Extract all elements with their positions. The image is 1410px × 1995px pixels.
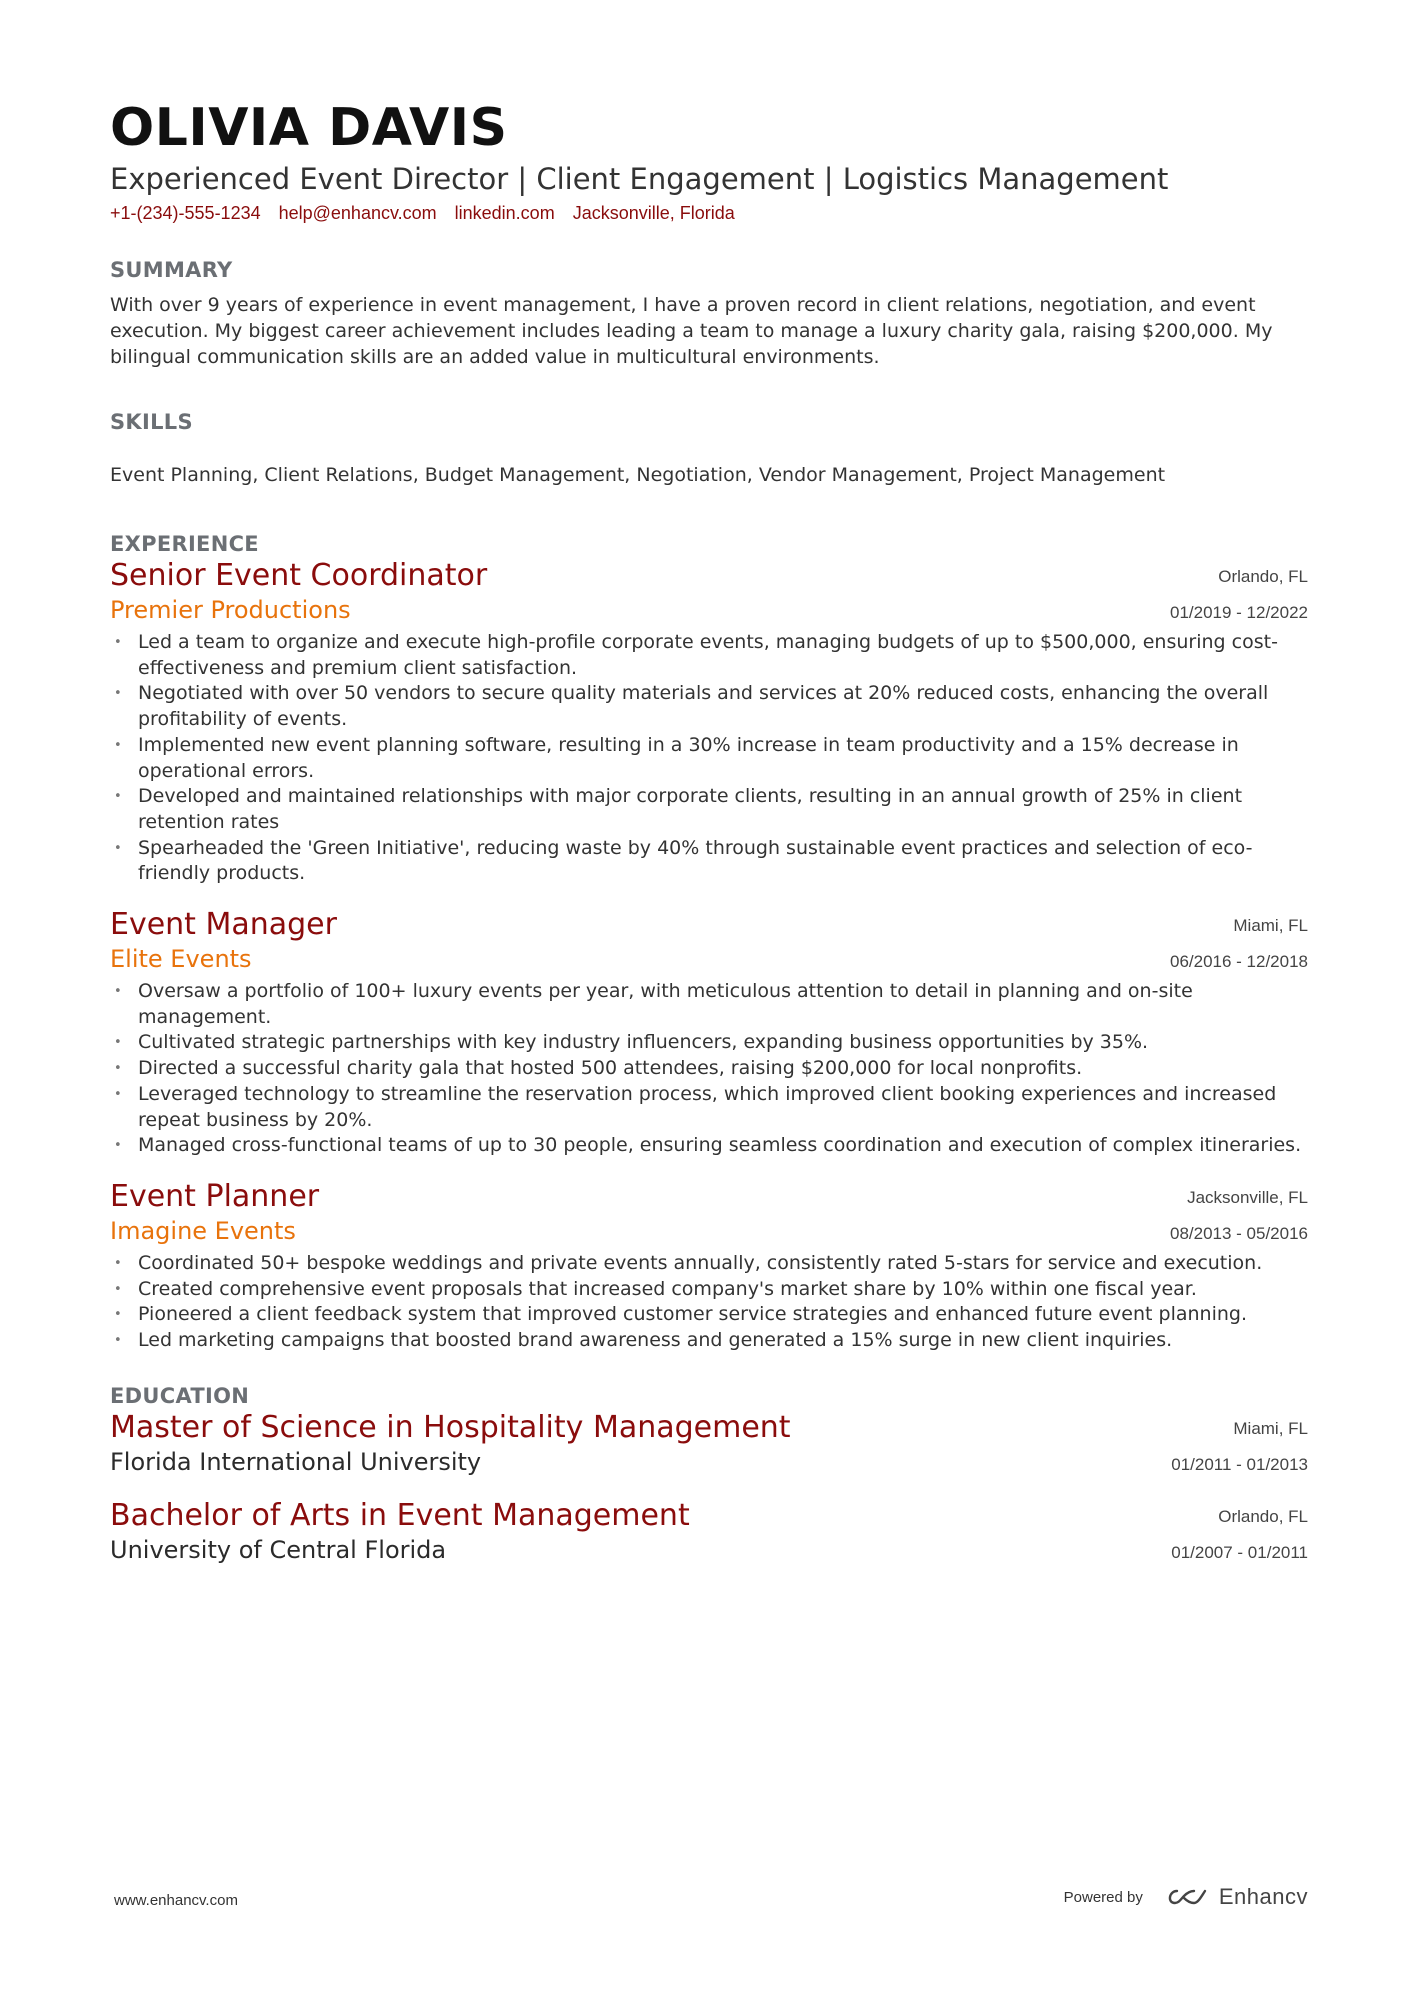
job-location: Orlando, FL xyxy=(1218,567,1308,586)
job-bullet: • Negotiated with over 50 vendors to secure quality materials and services at 20% reduced costs, enhancing the overall profitability of events. xyxy=(110,681,1308,732)
job-bullet: • Spearheaded the 'Green Initiative', reducing waste by 40% through sustainable event practices and selection of eco-friendly products. xyxy=(110,836,1308,887)
job-bullet: • Coordinated 50+ bespoke weddings and private events annually, consistently rated 5-stars for service and execution. xyxy=(110,1251,1308,1277)
summary-title: SUMMARY xyxy=(110,258,233,282)
school-dates: 01/2011 - 01/2013 xyxy=(1171,1454,1308,1474)
job-bullet: • Developed and maintained relationships with major corporate clients, resulting in an annual growth of 25% in client retention rates xyxy=(110,784,1308,835)
candidate-name: OLIVIA DAVIS xyxy=(110,98,508,158)
job-bullets xyxy=(110,1251,1308,1354)
education-entry-header xyxy=(110,1498,1308,1566)
powered-by-label: Powered by xyxy=(1063,1888,1143,1906)
resume-page xyxy=(110,98,1308,1566)
school-location: Miami, FL xyxy=(1233,1418,1308,1438)
footer-website-link[interactable]: www.enhancv.com xyxy=(114,1892,238,1909)
education-entry xyxy=(110,1410,1308,1478)
education-entry xyxy=(110,1498,1308,1566)
job-title: Senior Event Coordinator xyxy=(110,558,488,593)
skills-title: SKILLS xyxy=(110,410,193,434)
school-name: University of Central Florida xyxy=(110,1535,447,1564)
education-entry-header xyxy=(110,1410,1308,1478)
skills-section xyxy=(110,408,1308,488)
job-bullet: • Implemented new event planning software, resulting in a 30% increase in team productivity and a 15% decrease in operational errors. xyxy=(110,733,1308,784)
company-name: Premier Productions xyxy=(110,596,351,624)
summary-text: With over 9 years of experience in event management, I have a proven record in client relations, negotiation, and event execution. My biggest career achievement includes leading a team to manage a luxury charity gala, raising $200,000. My bilingual communication skills are an added value in multicultural environments. xyxy=(110,294,1273,368)
school-name: Florida International University xyxy=(110,1447,482,1476)
contact-phone[interactable]: +1-(234)-555-1234 xyxy=(110,203,261,223)
experience-entry-header xyxy=(110,558,1308,626)
candidate-headline: Experienced Event Director | Client Engagement | Logistics Management xyxy=(110,162,1169,196)
job-bullets xyxy=(110,630,1308,887)
education-section xyxy=(110,1382,1308,1566)
job-dates: 08/2013 - 05/2016 xyxy=(1169,1223,1308,1243)
job-dates: 01/2019 - 12/2022 xyxy=(1169,603,1308,622)
job-bullet: • Managed cross-functional teams of up to 30 people, ensuring seamless coordination and execution of complex itineraries. xyxy=(110,1133,1308,1159)
degree-title: Master of Science in Hospitality Management xyxy=(110,1409,791,1445)
job-bullets xyxy=(110,979,1308,1159)
enhancv-brand-name: Enhancv xyxy=(1218,1884,1308,1909)
powered-by xyxy=(1064,1884,1308,1910)
resume-header xyxy=(110,98,1308,226)
job-bullet: • Oversaw a portfolio of 100+ luxury events per year, with meticulous attention to detail in planning and on-site management. xyxy=(110,979,1308,1030)
skills-text: Event Planning, Client Relations, Budget Management, Negotiation, Vendor Management, Project Management xyxy=(110,464,1166,486)
page-footer xyxy=(114,1884,1308,1914)
job-title: Event Manager xyxy=(110,907,337,943)
experience-entry-header xyxy=(110,1179,1308,1247)
company-name: Imagine Events xyxy=(110,1216,296,1245)
contact-location: Jacksonville, Florida xyxy=(572,203,735,223)
degree-title: Bachelor of Arts in Event Management xyxy=(110,1497,690,1533)
job-bullet: • Led marketing campaigns that boosted brand awareness and generated a 15% surge in new client inquiries. xyxy=(110,1328,1308,1354)
contact-linkedin[interactable]: linkedin.com xyxy=(454,203,555,223)
job-bullet: • Pioneered a client feedback system that improved customer service strategies and enhanced future event planning. xyxy=(110,1302,1308,1328)
experience-section xyxy=(110,530,1308,1354)
experience-entry xyxy=(110,907,1308,1159)
job-bullet: • Leveraged technology to streamline the reservation process, which improved client booking experiences and increased repeat business by 20%. xyxy=(110,1082,1308,1133)
job-bullet: • Cultivated strategic partnerships with key industry influencers, expanding business opportunities by 35%. xyxy=(110,1030,1308,1056)
enhancv-logo-icon xyxy=(1163,1885,1209,1909)
job-location: Miami, FL xyxy=(1233,916,1308,936)
experience-entry xyxy=(110,558,1308,887)
experience-entry-header xyxy=(110,907,1308,975)
school-location: Orlando, FL xyxy=(1218,1506,1308,1526)
summary-section xyxy=(110,256,1308,370)
school-dates: 01/2007 - 01/2011 xyxy=(1171,1542,1308,1562)
job-location: Jacksonville, FL xyxy=(1187,1187,1308,1207)
enhancv-brand[interactable] xyxy=(1163,1884,1308,1910)
experience-title: EXPERIENCE xyxy=(110,532,259,556)
experience-entry xyxy=(110,1179,1308,1354)
contact-email[interactable]: help@enhancv.com xyxy=(278,203,437,223)
job-title: Event Planner xyxy=(110,1178,320,1214)
job-dates: 06/2016 - 12/2018 xyxy=(1169,952,1308,972)
job-bullet: • Created comprehensive event proposals that increased company's market share by 10% within one fiscal year. xyxy=(110,1277,1308,1303)
job-bullet: • Led a team to organize and execute high-profile corporate events, managing budgets of up to $500,000, ensuring cost-effectiveness and premium client satisfaction. xyxy=(110,630,1308,681)
job-bullet: • Directed a successful charity gala that hosted 500 attendees, raising $200,000 for local nonprofits. xyxy=(110,1056,1308,1082)
education-title: EDUCATION xyxy=(110,1383,250,1408)
contact-row xyxy=(110,200,1308,226)
company-name: Elite Events xyxy=(110,945,252,974)
